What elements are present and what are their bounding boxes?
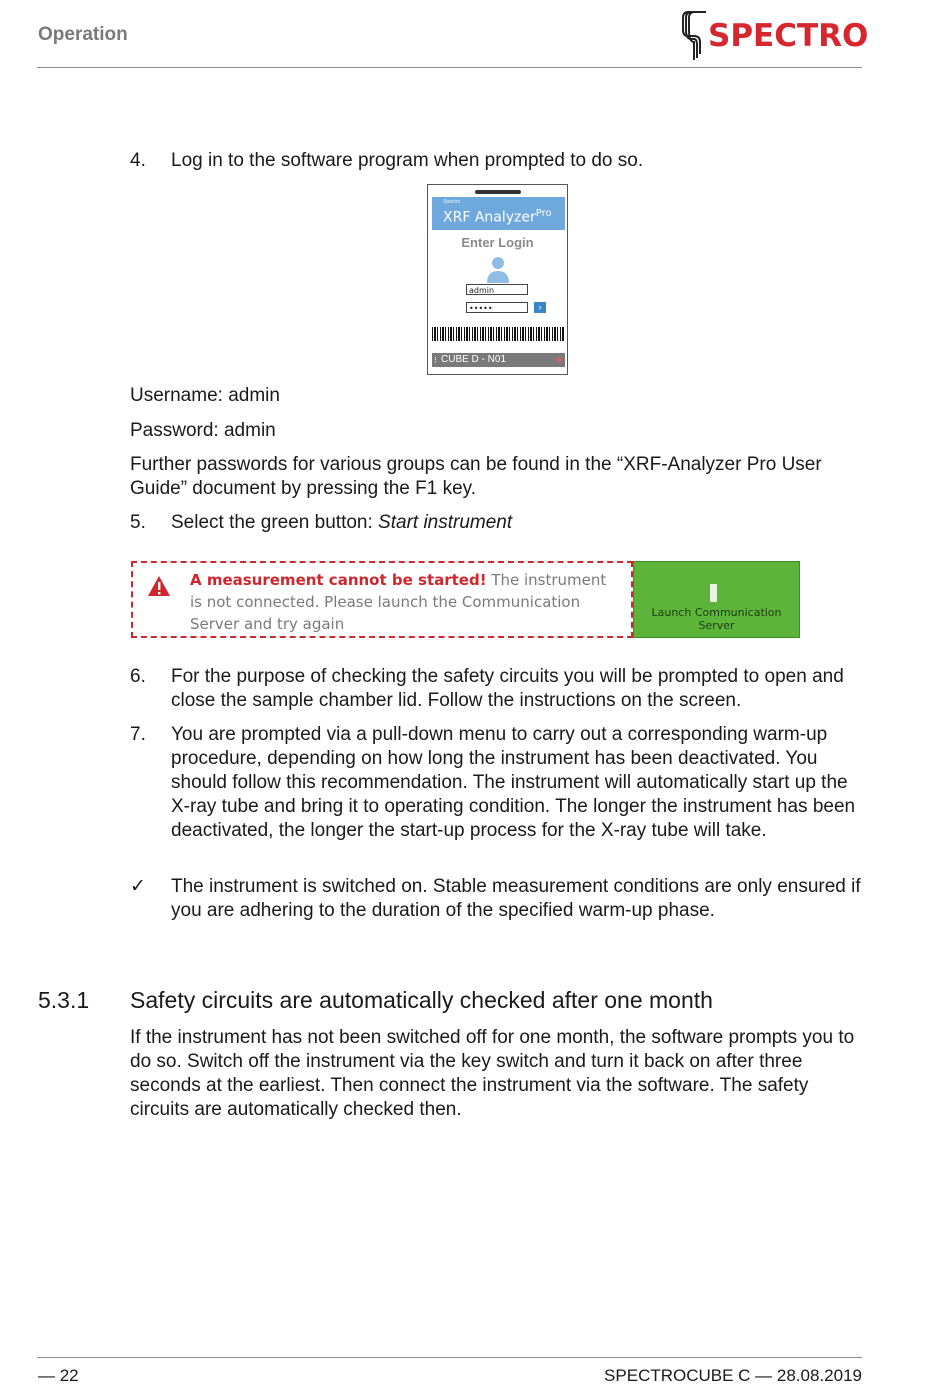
logo-text: SPECTRO	[708, 18, 869, 54]
step-7-number: 7.	[130, 724, 146, 745]
spectro-logo-mark-icon	[680, 8, 710, 62]
spectro-logo	[680, 8, 869, 62]
step-4-text: Log in to the software program when prompted to do so.	[171, 150, 644, 171]
section-header: Operation	[38, 24, 128, 45]
step-7-text: You are prompted via a pull-down menu to carry out a corresponding warm-up procedure, depending on how long the instrument has been deactivated. You should follow this recommendation. The instrument will automatically start up the X-ray tube and bring it to operating condition. The longer the instrument has been deactivated, the longer the start-up process for the X-ray tube will take.	[171, 724, 856, 841]
app-suffix: Pro	[535, 208, 552, 219]
device-label: CUBE D - N01	[441, 354, 507, 365]
username-line: Username: admin	[130, 385, 280, 406]
warning-message	[190, 569, 620, 635]
footer-rule	[37, 1357, 862, 1358]
result-text: The instrument is switched on. Stable measurement conditions are only ensured if you are adhering to the duration of the specified warm-up phase.	[171, 876, 861, 921]
warning-icon	[147, 575, 171, 597]
user-icon	[487, 255, 509, 283]
warning-bold: A measurement cannot be started!	[190, 571, 487, 589]
password-field[interactable]: •••••	[466, 302, 528, 313]
section-title: Safety circuits are automatically checked after one month	[130, 987, 713, 1013]
document-id: SPECTROCUBE C — 28.08.2019	[604, 1366, 862, 1385]
section-body: If the instrument has not been switched off for one month, the software prompts you to do so. Switch off the instrument via the key switch and turn it back on after three seconds at the earliest. Then connect the instrument via the software. The safety circuits are automatically checked then.	[130, 1027, 855, 1120]
brand-small: Spectro	[443, 199, 461, 205]
barcode	[432, 327, 565, 341]
device-footer	[432, 353, 565, 367]
step-5-italic: Start instrument	[378, 512, 513, 533]
step-6-number: 6.	[130, 666, 146, 687]
plug-icon: ✚	[555, 355, 563, 365]
page-number: — 22	[38, 1366, 79, 1385]
warning-banner	[131, 561, 633, 638]
device-slot	[475, 190, 521, 194]
step-5-number: 5.	[130, 512, 146, 533]
login-screen-figure	[427, 184, 568, 375]
username-field[interactable]: admin	[466, 284, 528, 295]
header-rule	[37, 67, 862, 68]
app-name-text: XRF Analyzer	[443, 209, 536, 226]
menu-dots-icon[interactable]: ⁝	[434, 355, 437, 365]
login-header	[432, 197, 565, 230]
result-checkmark: ✓	[130, 876, 146, 897]
login-prompt: Enter Login	[461, 235, 534, 250]
app-name	[443, 208, 552, 226]
section-number: 5.3.1	[38, 987, 90, 1013]
step-5-plain: Select the green button:	[171, 512, 379, 533]
step-6-text: For the purpose of checking the safety circuits you will be prompted to open and close the sample chamber lid. Follow the instructions on the screen.	[171, 666, 844, 711]
password-line: Password: admin	[130, 420, 276, 441]
power-indicator-icon	[710, 584, 717, 602]
step-4-number: 4.	[130, 150, 146, 171]
login-go-button[interactable]: ›	[534, 302, 546, 313]
launch-button-label: Launch Communication Server	[651, 606, 782, 632]
launch-communication-server-button[interactable]	[633, 561, 800, 638]
passwords-note: Further passwords for various groups can be found in the “XRF-Analyzer Pro User Guide” document by pressing the F1 key.	[130, 454, 822, 499]
warning-rest: The instrument is not connected. Please launch the Communication Server and try again	[190, 571, 607, 633]
step-5-text	[171, 511, 861, 535]
